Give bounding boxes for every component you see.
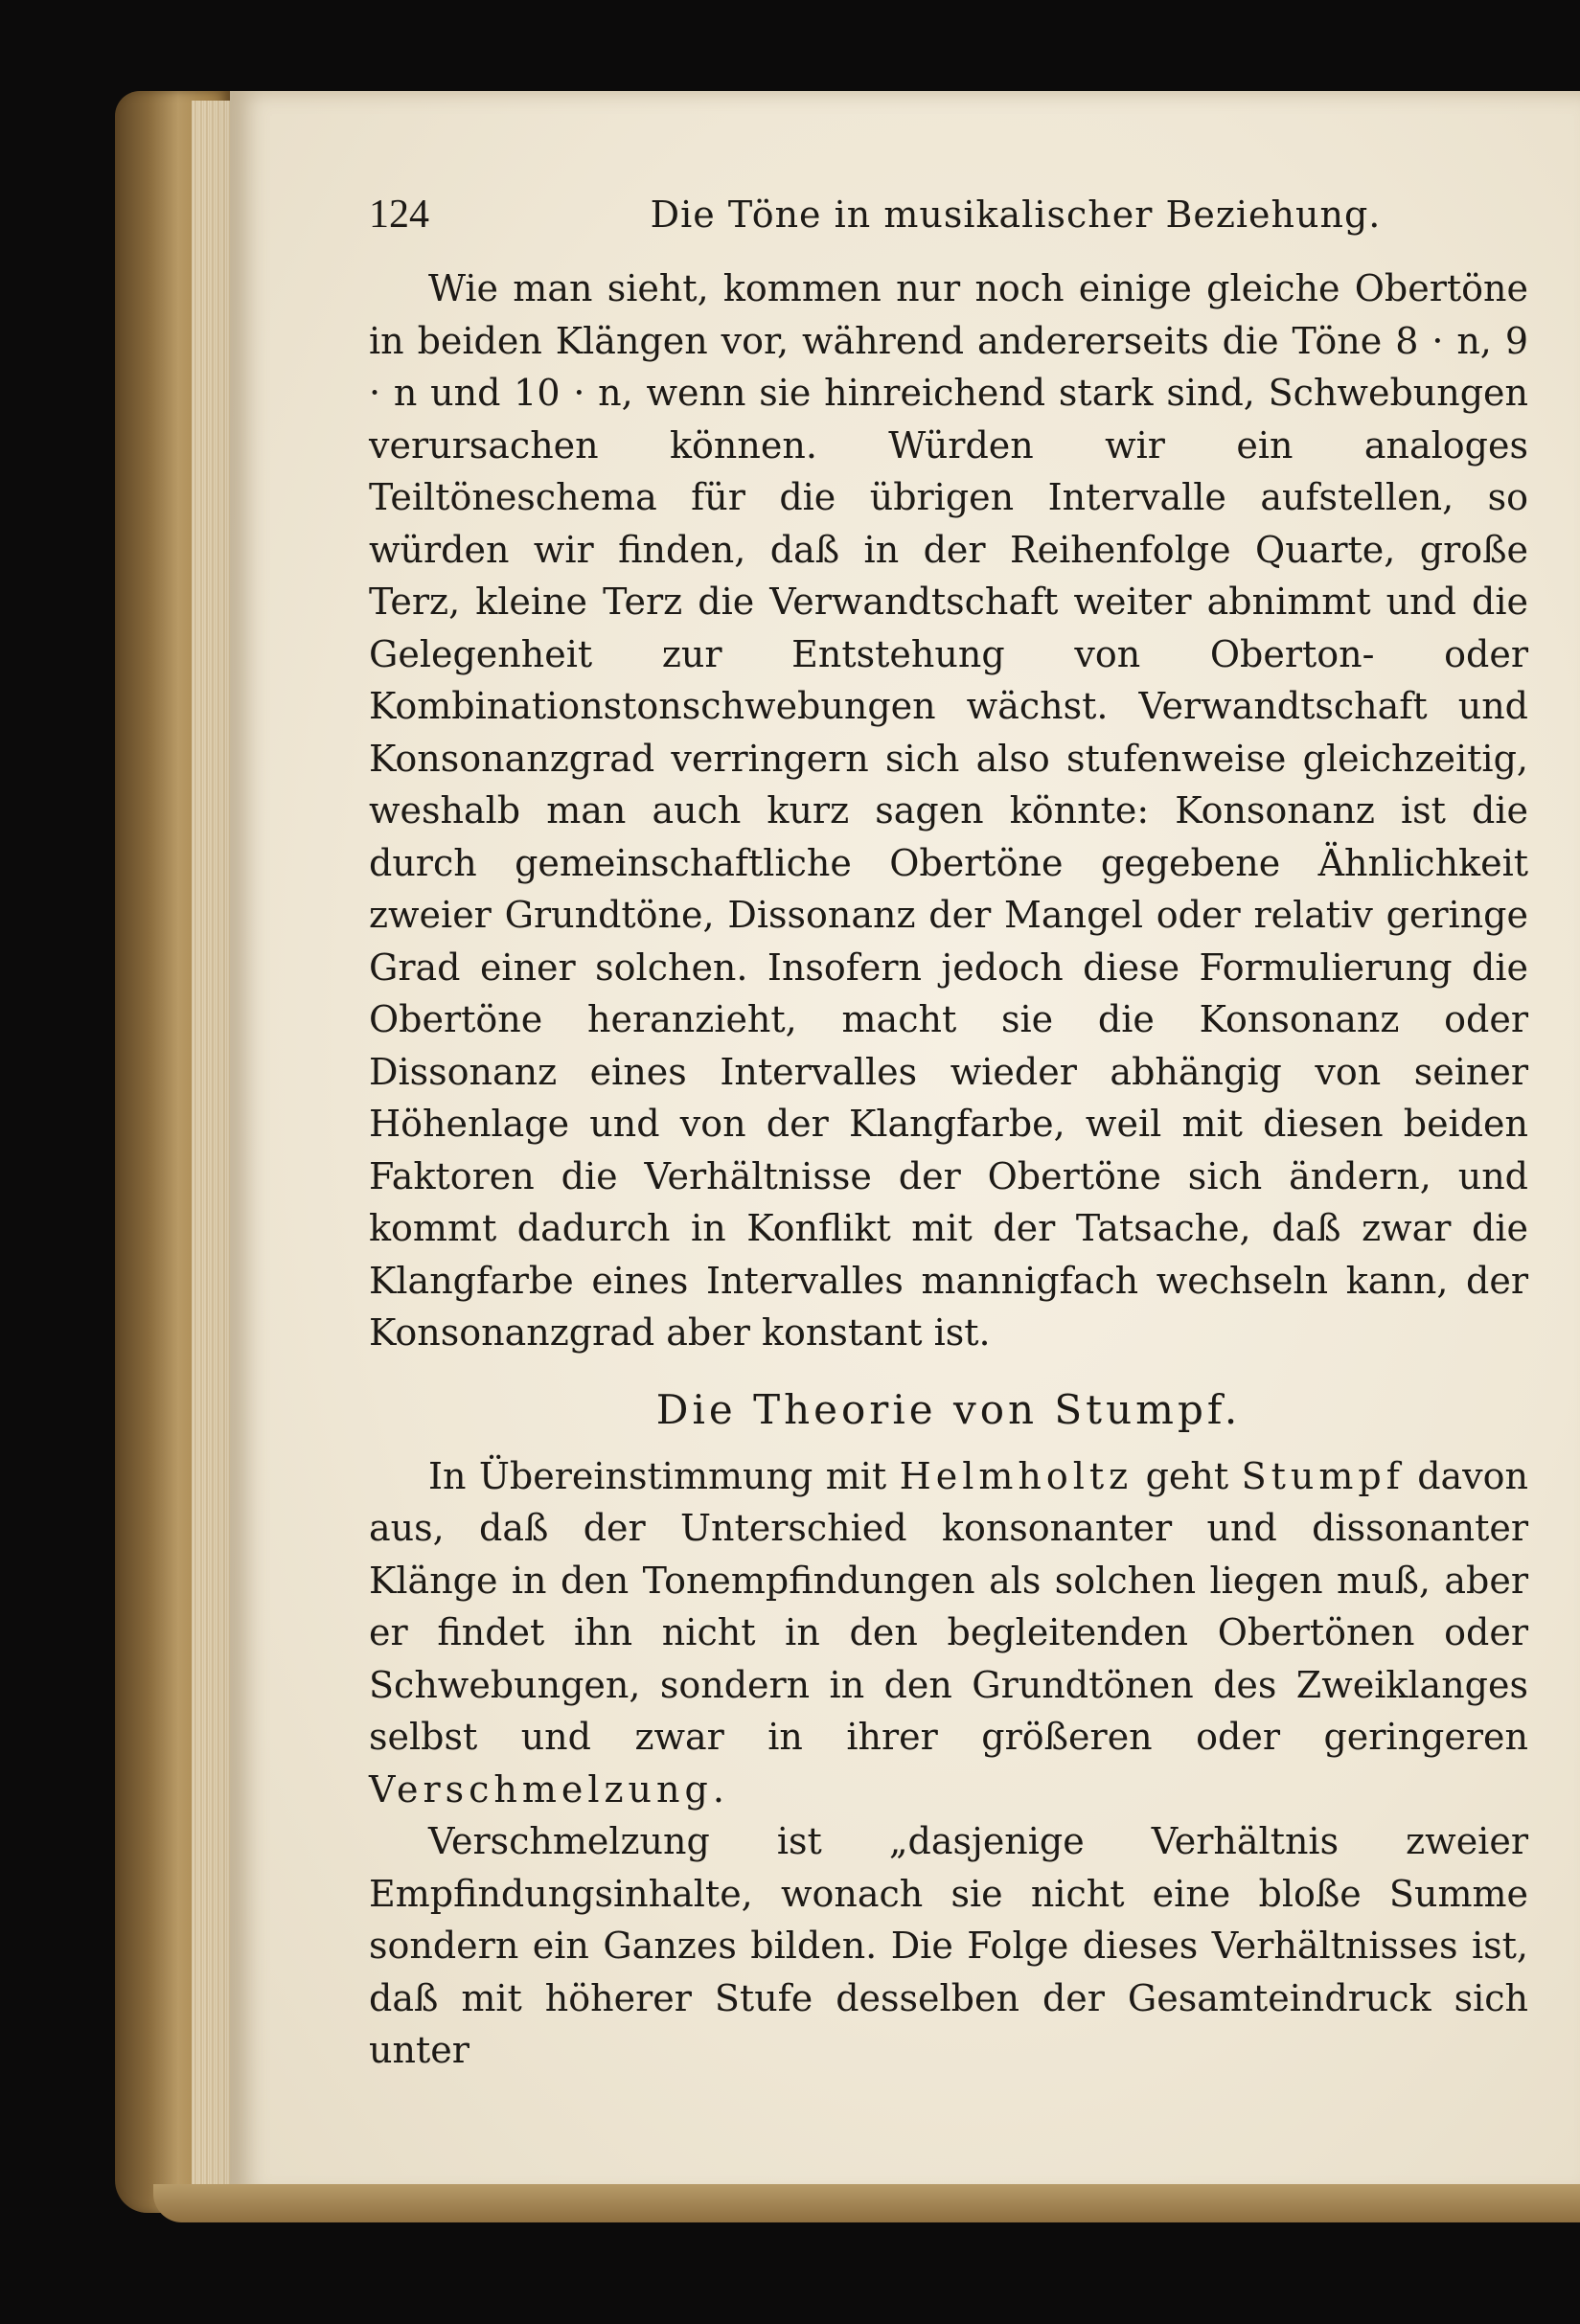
running-title: Die Töne in musikalischer Beziehung.: [650, 194, 1382, 236]
section-paragraph-2: Verschmelzung ist „dasjenige Verhältnis zweier Empfindungsinhalte, wonach sie nicht eine bloße Summe sondern ein Ganzes bilden. Die Folge dieses Verhältnisses ist, daß mit höherer Stufe desselben der Gesamteindruck sich unter: [369, 1820, 1528, 2071]
page-number: 124: [369, 193, 429, 237]
text-run: In Übereinstimmung mit: [428, 1454, 900, 1497]
name-helmholtz: Helmholtz: [899, 1454, 1133, 1497]
text-run: davon aus, daß der Unterschied konsonanter und dissonanter Klänge in den Tonempfindungen als solchen liegen muß, aber er findet ihn nicht in den begleitenden Obertönen oder Schwebungen, sondern in den Grundtönen des Zweiklanges selbst und zwar in ihrer größeren oder geringeren: [369, 1454, 1528, 1758]
name-stumpf: Stumpf: [1241, 1454, 1405, 1497]
text-run: geht: [1133, 1454, 1242, 1497]
body-paragraph-1: Wie man sieht, kommen nur noch einige gleiche Obertöne in beiden Klängen vor, während andererseits die Töne 8 · n, 9 · n und 10 · n, wenn sie hinreichend stark sind, Schwebungen verursachen können. Würden wir ein analoges Teiltöneschema für die übrigen Intervalle aufstellen, so würden wir finden, daß in der Reihenfolge Quarte, große Terz, kleine Terz die Verwandtschaft weiter abnimmt und die Gelegenheit zur Entstehung von Oberton- oder Kombinationstonschwebungen wächst. Verwandtschaft und Konsonanzgrad verringern sich also stufenweise gleichzeitig, weshalb man auch kurz sagen könnte: Konsonanz ist die durch gemeinschaftliche Obertöne gegebene Ähnlichkeit zweier Grundtöne, Dissonanz der Mangel oder relativ geringe Grad einer solchen. Insofern jedoch diese Formulierung die Obertöne heranzieht, macht sie die Konsonanz oder Dissonanz eines Intervalles wieder abhängig von seiner Höhenlage und von der Klangfarbe, weil mit diesen beiden Faktoren die Verhältnisse der Obertöne sich ändern, und kommt dadurch in Konflikt mit der Tatsache, daß zwar die Klangfarbe eines Intervalles mannigfach wechseln kann, der Konsonanzgrad aber konstant ist.: [369, 267, 1528, 1354]
text-run: .: [712, 1767, 724, 1811]
term-verschmelzung: Verschmelzung: [369, 1767, 713, 1811]
book-bottom-edge: [153, 2184, 1580, 2222]
section-heading: Die Theorie von Stumpf.: [655, 1385, 1242, 1433]
section-paragraph-1: [369, 1450, 1528, 1816]
page-content: [369, 192, 1528, 2077]
page-header: [369, 192, 1528, 238]
